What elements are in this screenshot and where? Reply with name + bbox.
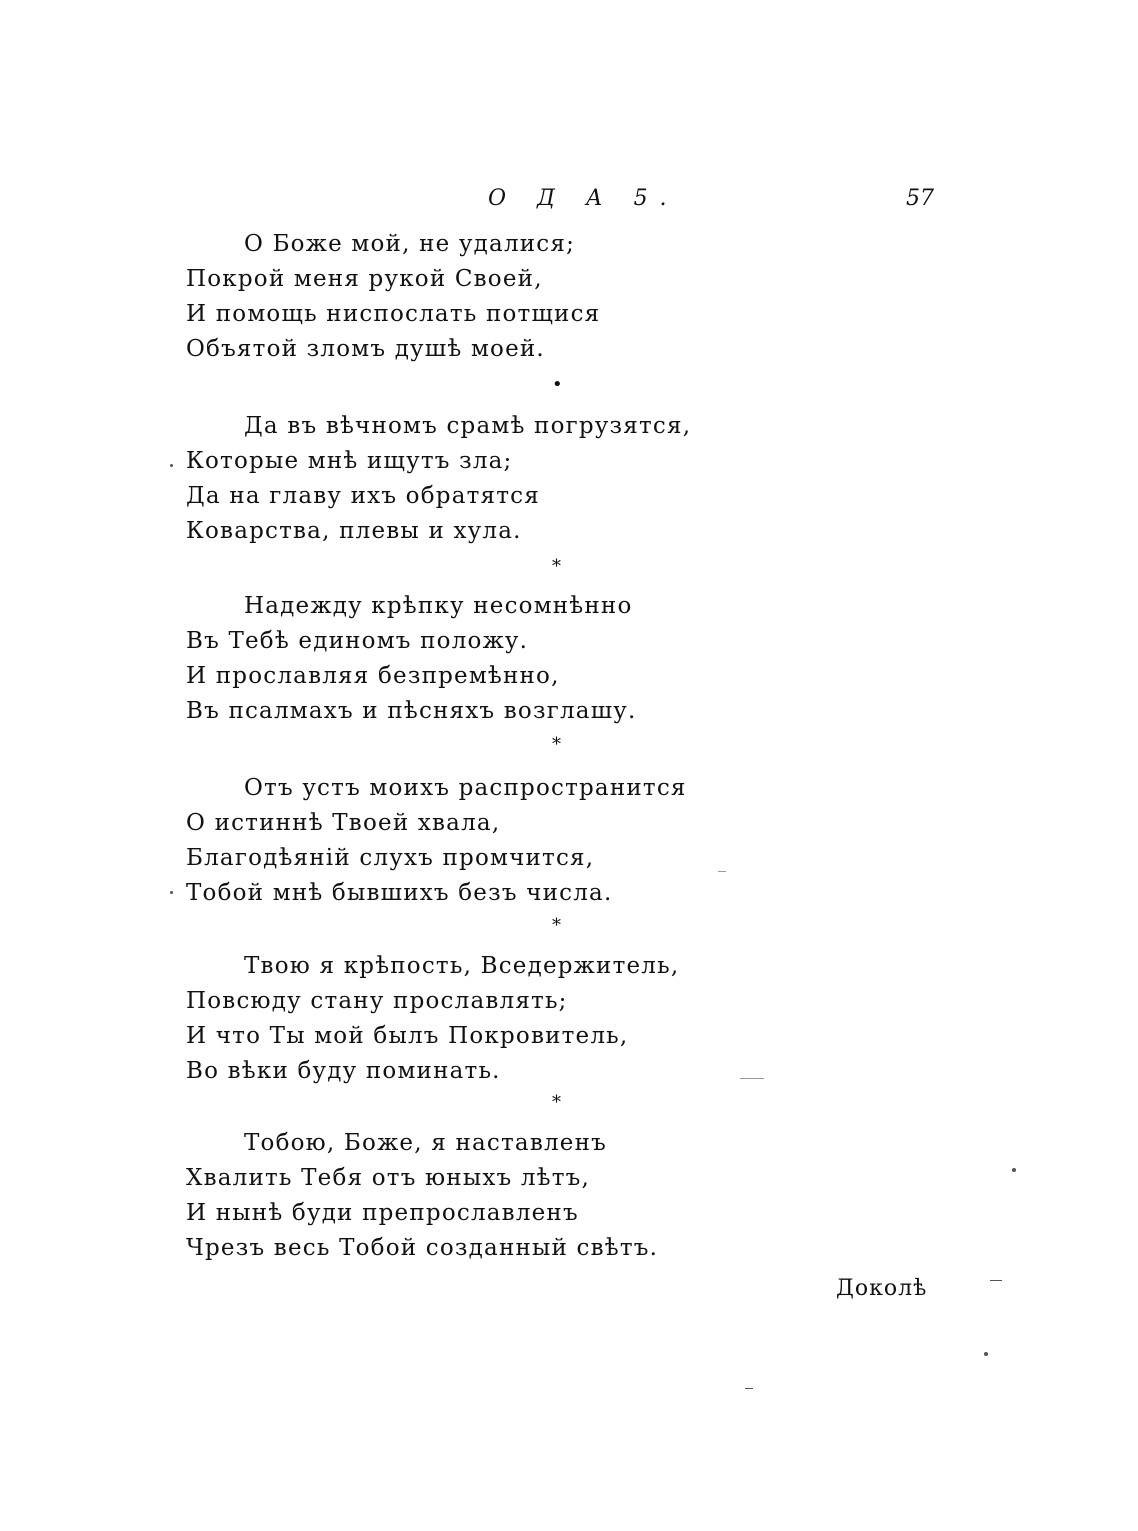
stanza-1: [186, 227, 786, 367]
stanza-line: И помощь ниспослать потщися: [186, 301, 601, 327]
stanza-6: [186, 1126, 786, 1266]
stanza-separator: *: [552, 734, 561, 755]
stanza-line: Благодѣяній слухъ промчится,: [186, 845, 595, 871]
stanza-line: Отъ устъ моихъ распространится: [244, 775, 687, 801]
page-header-title: О Д А 5.: [488, 186, 679, 211]
scan-speck: [984, 1352, 988, 1356]
scan-speck: [170, 891, 173, 894]
stanza-separator: •: [552, 374, 563, 395]
stanza-line: Надежду крѣпку несомнѣнно: [244, 593, 633, 619]
stanza-2: [186, 409, 786, 549]
stanza-line: О истиннѣ Твоей хвала,: [186, 810, 501, 836]
stanza-line: Тобой мнѣ бывшихъ безъ числа.: [186, 880, 613, 906]
stanza-line: И нынѣ буди препрославленъ: [186, 1200, 579, 1226]
stanza-line: Покрой меня рукой Своей,: [186, 266, 543, 292]
stanza-line: Хвалить Тебя отъ юныхъ лѣтъ,: [186, 1165, 590, 1191]
scan-speck: [745, 1388, 753, 1389]
stanza-5: [186, 949, 786, 1089]
stanza-separator: *: [552, 915, 561, 936]
stanza-separator: *: [552, 556, 561, 577]
stanza-4: [186, 771, 786, 911]
catchword: Доколѣ: [836, 1276, 928, 1301]
scan-speck: [170, 464, 173, 467]
scan-speck: [990, 1280, 1002, 1281]
stanza-line: Въ псалмахъ и пѣсняхъ возглашу.: [186, 698, 637, 724]
stanza-line: Твою я крѣпость, Вседержитель,: [244, 953, 680, 979]
scan-speck: [718, 871, 726, 872]
stanza-line: Коварства, плевы и хула.: [186, 518, 522, 544]
stanza-line: О Боже мой, не удалися;: [244, 231, 576, 257]
scan-speck: [740, 1078, 764, 1079]
stanza-line: Да въ вѣчномъ срамѣ погрузятся,: [244, 413, 692, 439]
stanza-line: Объятой зломъ душѣ моей.: [186, 336, 545, 362]
stanza-line: Да на главу ихъ обратятся: [186, 483, 540, 509]
stanza-line: Повсюду стану прославлять;: [186, 988, 568, 1014]
stanza-3: [186, 589, 786, 729]
stanza-line: И прославляя безпремѣнно,: [186, 663, 560, 689]
stanza-separator: *: [552, 1092, 561, 1113]
stanza-line: Во вѣки буду поминать.: [186, 1058, 501, 1084]
scan-speck: [1012, 1168, 1016, 1172]
stanza-line: Въ Тебѣ единомъ положу.: [186, 628, 529, 654]
stanza-line: Чрезъ весь Тобой созданный свѣтъ.: [186, 1235, 659, 1261]
stanza-line: Которые мнѣ ищутъ зла;: [186, 448, 513, 474]
stanza-line: И что Ты мой былъ Покровитель,: [186, 1023, 629, 1049]
page-number: 57: [906, 186, 934, 211]
stanza-line: Тобою, Боже, я наставленъ: [244, 1130, 607, 1156]
